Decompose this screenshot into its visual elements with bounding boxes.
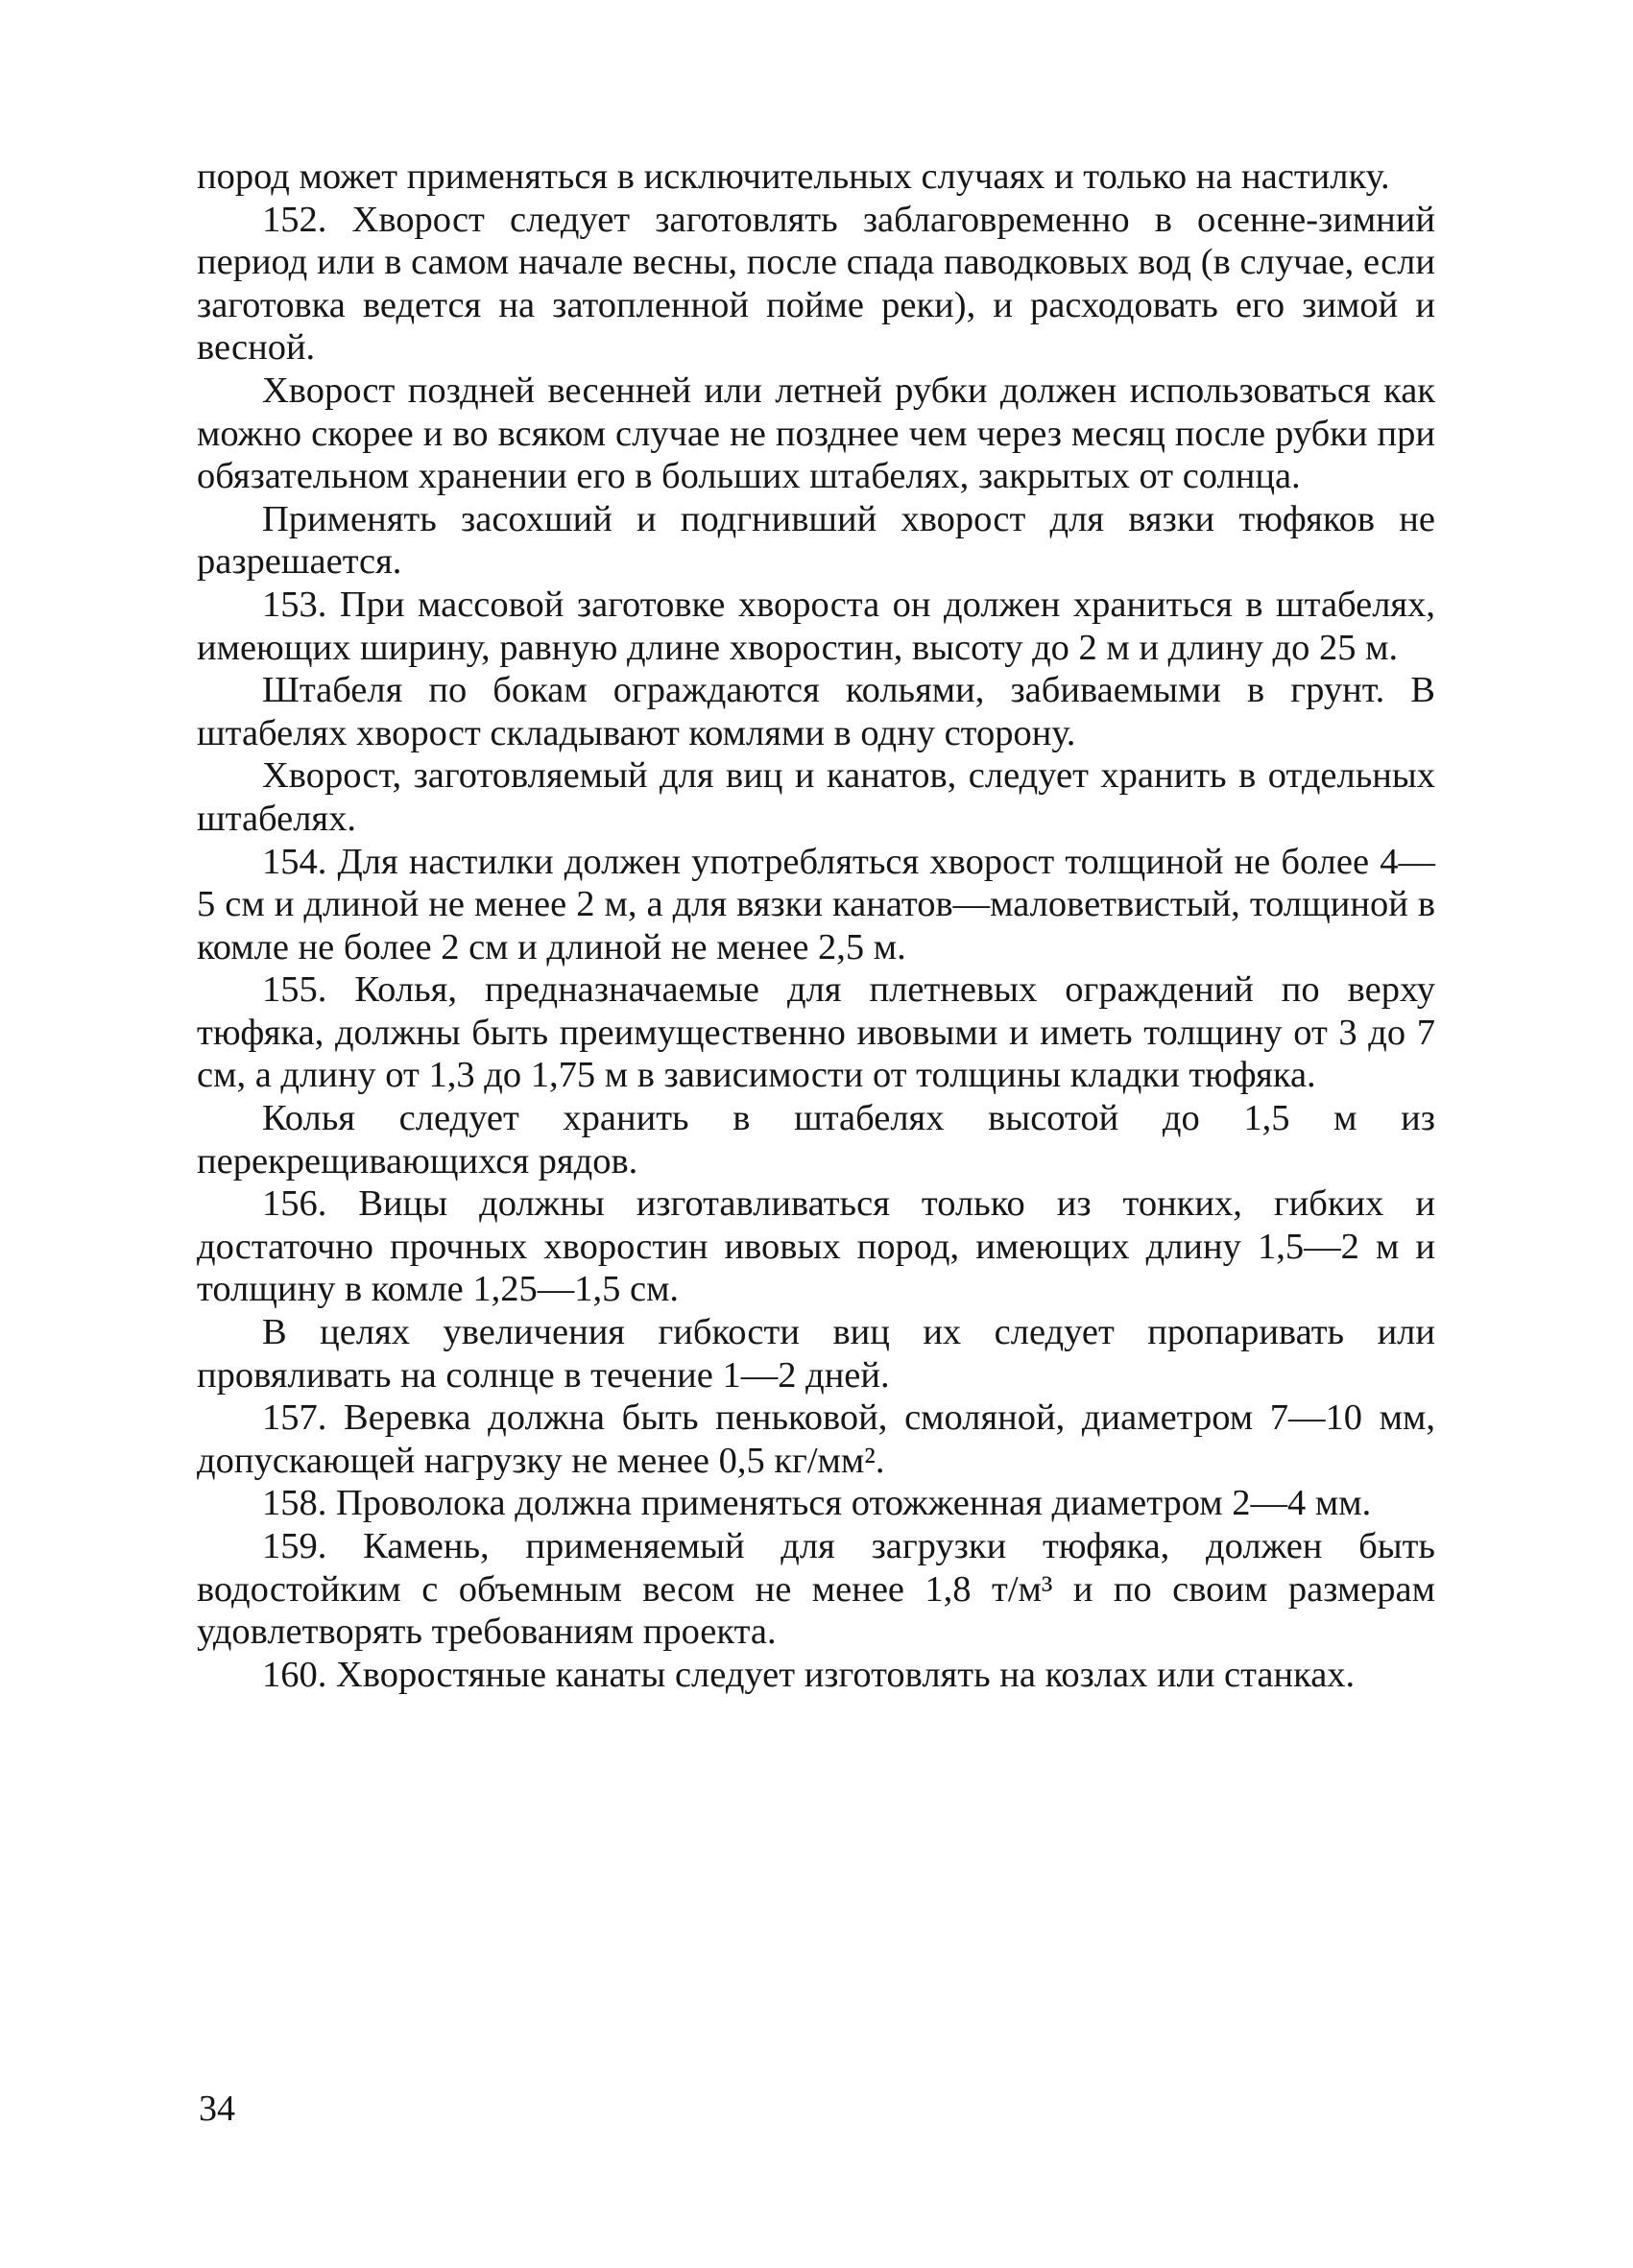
clause-152: 152. Хворост следует заготовлять заблаговременно в осенне-зимний период или в самом начале весны, после спада паводковых вод (в случае, если заготовка ведется на затопленной пойме реки), и расходовать его зимой и весной.	[197, 199, 1435, 369]
clause-156: 156. Вицы должны изготавливаться только из тонких, гибких и достаточно прочных хворостин ивовых пород, имеющих длину 1,5—2 м и толщину в комле 1,25—1,5 см.	[197, 1183, 1435, 1310]
paragraph-stack-stakes: Штабеля по бокам ограждаются кольями, забиваемыми в грунт. В штабелях хворост складывают комлями в одну сторону.	[197, 670, 1435, 753]
paragraph-dry-brushwood: Применять засохший и подгнивший хворост для вязки тюфяков не разрешается.	[197, 498, 1435, 583]
clause-154: 154. Для настилки должен употребляться хворост толщиной не более 4—5 см и длиной не менее 2 м, а для вязки канатов—маловетвистый, толщиной в комле не более 2 см и длиной не менее 2,5 м.	[197, 841, 1435, 967]
paragraph-withe-steaming: В целях увеличения гибкости виц их следует пропаривать или провяливать на солнце в течение 1—2 дней.	[197, 1312, 1435, 1396]
clause-153: 153. При массовой заготовке хвороста он должен храниться в штабелях, имеющих ширину, равную длине хворостин, высоту до 2 м и длину до 25 м.	[197, 584, 1435, 668]
paragraph-stake-storage: Колья следует хранить в штабелях высотой до 1,5 м из перекрещивающихся рядов.	[197, 1098, 1435, 1182]
clause-157: 157. Веревка должна быть пеньковой, смоляной, диаметром 7—10 мм, допускающей нагрузку не менее 0,5 кг/мм².	[197, 1397, 1435, 1481]
clause-158: 158. Проволока должна применяться отожженная диаметром 2—4 мм.	[262, 1483, 1372, 1524]
paragraph-separate-stacks: Хворост, заготовляемый для виц и канатов, следует хранить в отдельных штабелях.	[197, 755, 1435, 839]
paragraph-continuation: пород может применяться в исключительных случаях и только на настилку.	[197, 156, 1390, 197]
page-number: 34	[199, 2089, 235, 2129]
paragraph-late-cut: Хворост поздней весенней или летней рубки должен использоваться как можно скорее и во всяком случае не позднее чем через месяц после рубки при обязательном хранении его в больших штабелях, закрытых от солнца.	[197, 370, 1435, 497]
page-body	[197, 155, 1435, 1696]
clause-155: 155. Колья, предназначаемые для плетневых ограждений по верху тюфяка, должны быть преимущественно ивовыми и иметь толщину от 3 до 7 см, а длину от 1,3 до 1,75 м в зависимости от толщины кладки тюфяка.	[197, 969, 1435, 1096]
clause-160: 160. Хворостяные канаты следует изготовлять на козлах или станках.	[262, 1654, 1356, 1695]
clause-159: 159. Камень, применяемый для загрузки тюфяка, должен быть водостойким с объемным весом не менее 1,8 т/м³ и по своим размерам удовлетворять требованиям проекта.	[197, 1526, 1435, 1653]
